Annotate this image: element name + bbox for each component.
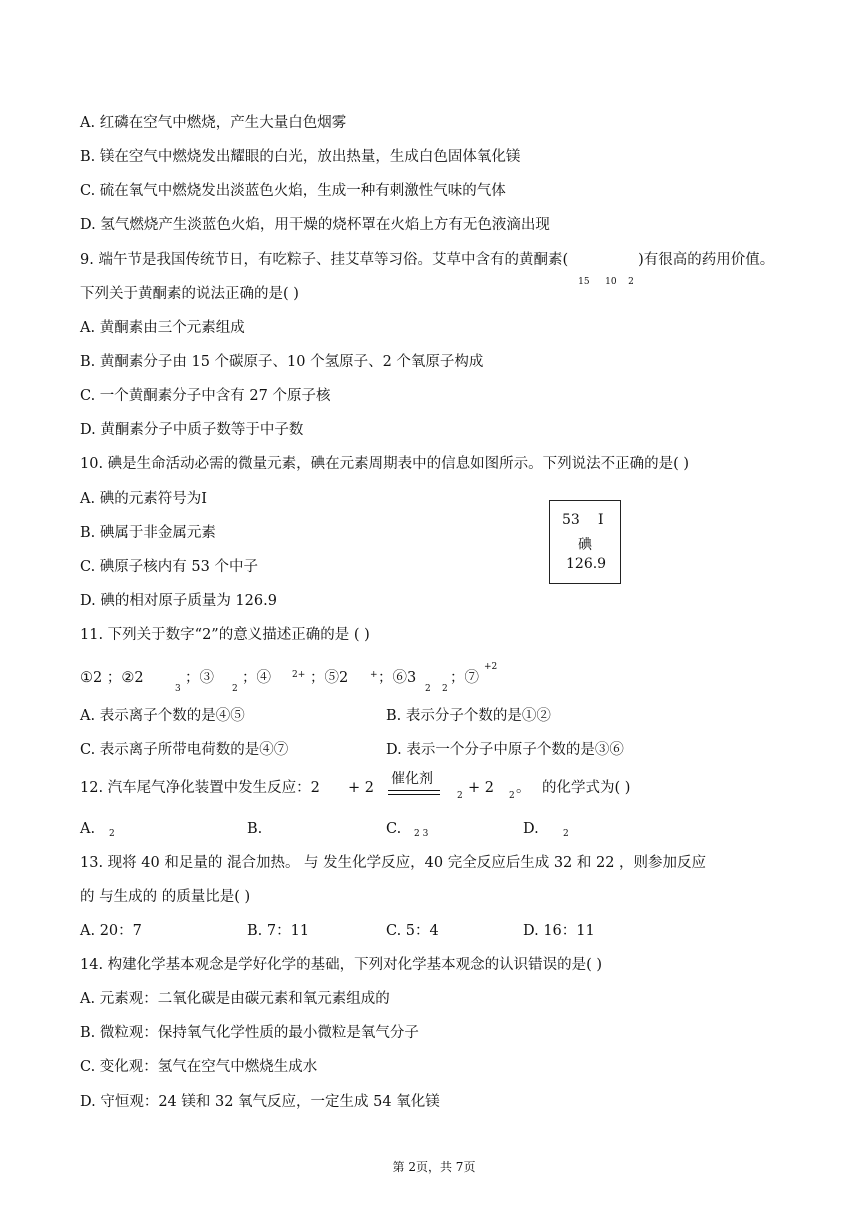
q13-stem-line2: 的 与生成的 的质量比是( ) — [80, 889, 251, 905]
q14-option-c: C. 变化观：氢气在空气中燃烧生成水 — [80, 1059, 318, 1075]
q13-stem-line1: 13. 现将 40 和足量的 混合加热。 与 发生化学反应，40 完全反应后生成 32 和 22 ，则参加反应 — [80, 855, 707, 871]
q11-sup-plus2: +2 — [484, 662, 498, 672]
q11-item-3: ；③ — [185, 670, 214, 686]
q8-option-b: B. 镁在空气中燃烧发出耀眼的白光，放出热量，生成白色固体氧化镁 — [80, 149, 521, 165]
q11-sub-2a: 2 — [232, 684, 238, 694]
q9-sub-15: 15 — [578, 277, 590, 287]
q12-option-d: D. — [523, 821, 539, 837]
q12-sub-2a: 2 — [457, 791, 463, 801]
q11-item-7: ；⑦ — [450, 670, 479, 686]
q9-stem-line1 — [80, 250, 775, 287]
q12-option-c-sub: 2 3 — [414, 829, 429, 839]
q14-option-d: D. 守恒观：24 镁和 32 氧气反应，一定生成 54 氧化镁 — [80, 1094, 440, 1110]
q12-stem-part1: 12. 汽车尾气净化装置中发生反应：2 — [80, 780, 320, 796]
q11-option-b: B. 表示分子个数的是①② — [386, 708, 551, 724]
q9-stem-part1: 9. 端午节是我国传统节日，有吃粽子、挂艾草等习俗。艾草中含有的黄酮素( — [80, 252, 569, 268]
q14-stem: 14. 构建化学基本观念是学好化学的基础，下列对化学基本观念的认识错误的是( ) — [80, 957, 603, 973]
q10-option-b: B. 碘属于非金属元素 — [80, 525, 216, 541]
q12-sub-2b: 2 — [509, 791, 515, 801]
q9-option-d: D. 黄酮素分子中质子数等于中子数 — [80, 422, 304, 438]
q12-option-a: A. — [80, 821, 96, 837]
q10-option-a: A. 碘的元素符号为I — [80, 491, 207, 507]
q13-option-a: A. 20：7 — [80, 923, 142, 939]
q12-option-b: B. — [247, 821, 263, 837]
q12-plus2: + 2 — [468, 780, 494, 796]
q9-sub-2: 2 — [628, 277, 634, 287]
q10-option-c: C. 碘原子核内有 53 个中子 — [80, 559, 258, 575]
q11-option-c: C. 表示离子所带电荷数的是④⑦ — [80, 742, 289, 758]
q11-item-5: ；⑤2 — [310, 670, 349, 686]
q8-option-a: A. 红磷在空气中燃烧，产生大量白色烟雾 — [80, 115, 347, 131]
q12-option-c: C. — [386, 821, 402, 837]
q12-option-a-sub: 2 — [109, 829, 115, 839]
catalyst-bar-top — [388, 790, 440, 791]
q11-item-1-2: ①2 ；②2 — [80, 670, 144, 686]
q9-stem-part2: )有很高的药用价值。 — [638, 252, 775, 268]
q14-option-b: B. 微粒观：保持氧气化学性质的最小微粒是氧气分子 — [80, 1025, 419, 1041]
q9-option-a: A. 黄酮素由三个元素组成 — [80, 320, 245, 336]
q13-option-b: B. 7：11 — [247, 923, 310, 939]
element-info-box — [549, 500, 621, 584]
q11-option-d: D. 表示一个分子中原子个数的是③⑥ — [386, 742, 624, 758]
q11-sup-plus: + — [370, 670, 378, 680]
element-name: 碘 — [578, 537, 592, 553]
q9-option-c: C. 一个黄酮素分子中含有 27 个原子核 — [80, 388, 331, 404]
catalyst-label: 催化剂 — [391, 771, 433, 787]
q11-item-6: ；⑥3 — [378, 670, 417, 686]
q11-stem: 11. 下列关于数字“2”的意义描述正确的是 ( ) — [80, 627, 370, 643]
q13-option-d: D. 16：11 — [523, 923, 595, 939]
q11-sup-2plus: 2+ — [292, 670, 306, 680]
q10-option-d: D. 碘的相对原子质量为 126.9 — [80, 593, 277, 609]
element-symbol: I — [598, 512, 604, 528]
q11-sub-3: 3 — [175, 684, 181, 694]
q9-option-b: B. 黄酮素分子由 15 个碳原子、10 个氢原子、2 个氧原子构成 — [80, 354, 484, 370]
q11-sub-2c: 2 — [442, 684, 448, 694]
q14-option-a: A. 元素观：二氧化碳是由碳元素和氧元素组成的 — [80, 991, 390, 1007]
catalyst-bar-bottom — [388, 794, 440, 795]
element-atomic-mass: 126.9 — [566, 556, 607, 572]
q9-sub-10: 10 — [605, 277, 617, 287]
element-atomic-number: 53 — [562, 512, 580, 528]
q12-stem-part2: 的化学式为( ) — [542, 780, 631, 796]
q11-sub-2b: 2 — [425, 684, 431, 694]
q11-option-a: A. 表示离子个数的是④⑤ — [80, 708, 245, 724]
q11-item-4: ；④ — [242, 670, 271, 686]
q12-option-d-sub: 2 — [563, 829, 569, 839]
q9-stem-line2: 下列关于黄酮素的说法正确的是( ) — [80, 286, 299, 302]
q8-option-d: D. 氢气燃烧产生淡蓝色火焰，用干燥的烧杯罩在火焰上方有无色液滴出现 — [80, 217, 550, 233]
q11-items — [80, 662, 500, 694]
page-number-footer: 第 2页，共 7页 — [392, 1160, 476, 1174]
q10-stem: 10. 碘是生命活动必需的微量元素，碘在元素周期表中的信息如图所示。下列说法不正确的是( ) — [80, 456, 690, 472]
q13-option-c: C. 5：4 — [386, 923, 439, 939]
q12-period: 。 — [516, 780, 531, 796]
q12-stem-plus: + 2 — [348, 780, 374, 796]
q8-option-c: C. 硫在氧气中燃烧发出淡蓝色火焰，生成一种有刺激性气味的气体 — [80, 183, 506, 199]
